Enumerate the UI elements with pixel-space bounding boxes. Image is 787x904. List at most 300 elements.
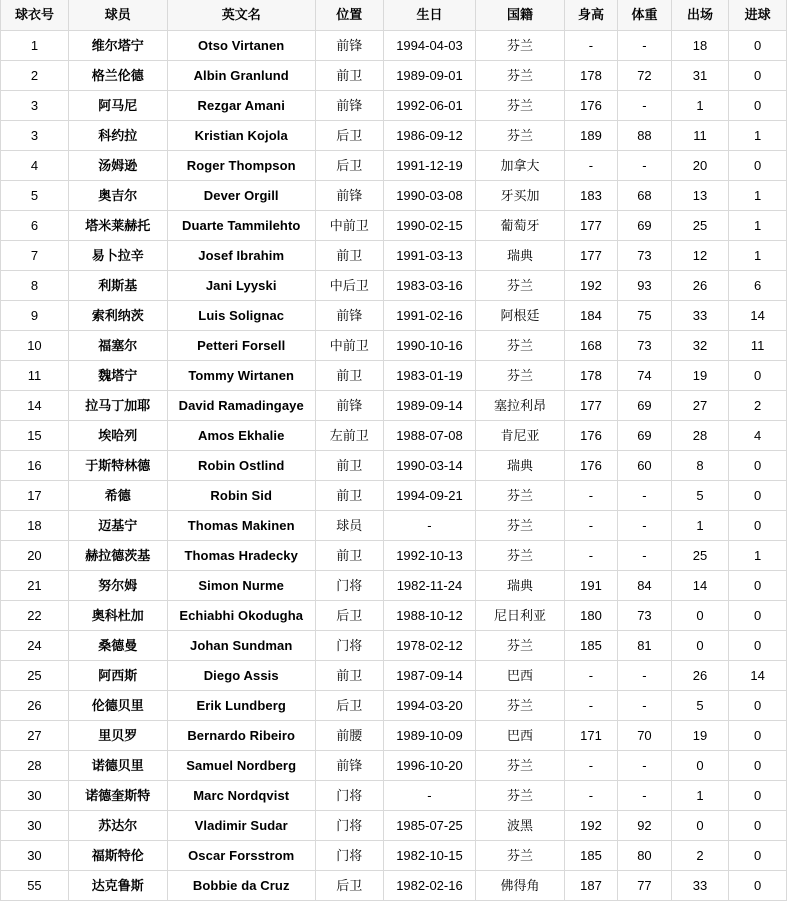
player-weight: 69 bbox=[618, 421, 671, 451]
player-height: - bbox=[564, 511, 617, 541]
player-birthday: 1988-10-12 bbox=[383, 601, 476, 631]
player-appearances: 33 bbox=[671, 301, 729, 331]
player-weight: - bbox=[618, 691, 671, 721]
column-header-goals: 进球 bbox=[729, 0, 787, 31]
player-english-name: Bernardo Ribeiro bbox=[167, 721, 315, 751]
player-birthday: 1991-03-13 bbox=[383, 241, 476, 271]
player-birthday: 1989-10-09 bbox=[383, 721, 476, 751]
player-appearances: 33 bbox=[671, 871, 729, 901]
player-birthday: 1990-02-15 bbox=[383, 211, 476, 241]
player-number: 1 bbox=[1, 31, 69, 61]
player-height: 178 bbox=[564, 61, 617, 91]
player-position: 左前卫 bbox=[315, 421, 383, 451]
player-english-name: Echiabhi Okodugha bbox=[167, 601, 315, 631]
player-goals: 0 bbox=[729, 601, 787, 631]
player-weight: - bbox=[618, 781, 671, 811]
table-row bbox=[1, 151, 787, 181]
table-row bbox=[1, 61, 787, 91]
player-height: - bbox=[564, 781, 617, 811]
player-name: 拉马丁加耶 bbox=[68, 391, 167, 421]
player-goals: 0 bbox=[729, 61, 787, 91]
player-height: 187 bbox=[564, 871, 617, 901]
table-row bbox=[1, 661, 787, 691]
player-height: 189 bbox=[564, 121, 617, 151]
player-number: 3 bbox=[1, 121, 69, 151]
player-name: 阿西斯 bbox=[68, 661, 167, 691]
player-number: 20 bbox=[1, 541, 69, 571]
player-number: 30 bbox=[1, 781, 69, 811]
player-number: 28 bbox=[1, 751, 69, 781]
player-appearances: 32 bbox=[671, 331, 729, 361]
player-birthday: 1985-07-25 bbox=[383, 811, 476, 841]
player-nationality: 佛得角 bbox=[476, 871, 564, 901]
player-number: 3 bbox=[1, 91, 69, 121]
player-height: 176 bbox=[564, 421, 617, 451]
player-english-name: Erik Lundberg bbox=[167, 691, 315, 721]
player-birthday: 1990-03-14 bbox=[383, 451, 476, 481]
player-name: 埃哈列 bbox=[68, 421, 167, 451]
player-height: - bbox=[564, 481, 617, 511]
player-goals: 0 bbox=[729, 511, 787, 541]
player-appearances: 28 bbox=[671, 421, 729, 451]
player-english-name: Amos Ekhalie bbox=[167, 421, 315, 451]
player-birthday: 1982-11-24 bbox=[383, 571, 476, 601]
player-number: 14 bbox=[1, 391, 69, 421]
player-nationality: 芬兰 bbox=[476, 91, 564, 121]
player-appearances: 25 bbox=[671, 541, 729, 571]
player-birthday: 1988-07-08 bbox=[383, 421, 476, 451]
player-goals: 2 bbox=[729, 391, 787, 421]
player-number: 16 bbox=[1, 451, 69, 481]
player-position: 前卫 bbox=[315, 241, 383, 271]
player-english-name: Albin Granlund bbox=[167, 61, 315, 91]
player-weight: 75 bbox=[618, 301, 671, 331]
player-position: 后卫 bbox=[315, 871, 383, 901]
table-row bbox=[1, 511, 787, 541]
player-appearances: 1 bbox=[671, 781, 729, 811]
player-name: 阿马尼 bbox=[68, 91, 167, 121]
player-goals: 0 bbox=[729, 361, 787, 391]
player-position: 前卫 bbox=[315, 541, 383, 571]
table-row bbox=[1, 391, 787, 421]
player-goals: 0 bbox=[729, 811, 787, 841]
table-row bbox=[1, 31, 787, 61]
player-position: 后卫 bbox=[315, 691, 383, 721]
player-height: 192 bbox=[564, 811, 617, 841]
player-height: 183 bbox=[564, 181, 617, 211]
player-birthday: 1992-10-13 bbox=[383, 541, 476, 571]
table-row bbox=[1, 181, 787, 211]
player-birthday: 1992-06-01 bbox=[383, 91, 476, 121]
player-position: 中前卫 bbox=[315, 211, 383, 241]
player-nationality: 芬兰 bbox=[476, 331, 564, 361]
table-row bbox=[1, 811, 787, 841]
player-english-name: Samuel Nordberg bbox=[167, 751, 315, 781]
player-birthday: 1983-01-19 bbox=[383, 361, 476, 391]
player-appearances: 1 bbox=[671, 91, 729, 121]
player-height: 177 bbox=[564, 211, 617, 241]
player-name: 诺德贝里 bbox=[68, 751, 167, 781]
player-name: 魏塔宁 bbox=[68, 361, 167, 391]
player-name: 汤姆逊 bbox=[68, 151, 167, 181]
player-position: 前锋 bbox=[315, 391, 383, 421]
player-name: 诺德奎斯特 bbox=[68, 781, 167, 811]
player-height: 180 bbox=[564, 601, 617, 631]
player-nationality: 瑞典 bbox=[476, 451, 564, 481]
column-header-position: 位置 bbox=[315, 0, 383, 31]
player-name: 伦德贝里 bbox=[68, 691, 167, 721]
player-name: 迈基宁 bbox=[68, 511, 167, 541]
player-appearances: 12 bbox=[671, 241, 729, 271]
player-position: 前锋 bbox=[315, 181, 383, 211]
player-nationality: 芬兰 bbox=[476, 781, 564, 811]
player-appearances: 31 bbox=[671, 61, 729, 91]
player-english-name: Robin Ostlind bbox=[167, 451, 315, 481]
table-row bbox=[1, 631, 787, 661]
player-goals: 14 bbox=[729, 661, 787, 691]
player-nationality: 牙买加 bbox=[476, 181, 564, 211]
player-weight: 88 bbox=[618, 121, 671, 151]
player-appearances: 26 bbox=[671, 271, 729, 301]
player-height: 191 bbox=[564, 571, 617, 601]
player-number: 26 bbox=[1, 691, 69, 721]
player-name: 格兰伦德 bbox=[68, 61, 167, 91]
table-row bbox=[1, 271, 787, 301]
player-number: 10 bbox=[1, 331, 69, 361]
player-weight: - bbox=[618, 511, 671, 541]
player-appearances: 8 bbox=[671, 451, 729, 481]
player-name: 桑德曼 bbox=[68, 631, 167, 661]
player-goals: 0 bbox=[729, 781, 787, 811]
player-appearances: 2 bbox=[671, 841, 729, 871]
player-english-name: Otso Virtanen bbox=[167, 31, 315, 61]
player-position: 中前卫 bbox=[315, 331, 383, 361]
player-appearances: 14 bbox=[671, 571, 729, 601]
player-weight: 69 bbox=[618, 391, 671, 421]
player-name: 于斯特林德 bbox=[68, 451, 167, 481]
player-weight: 70 bbox=[618, 721, 671, 751]
player-weight: 69 bbox=[618, 211, 671, 241]
player-goals: 0 bbox=[729, 721, 787, 751]
player-height: - bbox=[564, 541, 617, 571]
player-height: - bbox=[564, 661, 617, 691]
player-goals: 0 bbox=[729, 691, 787, 721]
player-nationality: 葡萄牙 bbox=[476, 211, 564, 241]
table-row bbox=[1, 301, 787, 331]
player-english-name: Josef Ibrahim bbox=[167, 241, 315, 271]
player-birthday: 1991-12-19 bbox=[383, 151, 476, 181]
player-birthday: 1994-04-03 bbox=[383, 31, 476, 61]
player-english-name: Bobbie da Cruz bbox=[167, 871, 315, 901]
player-birthday: 1989-09-14 bbox=[383, 391, 476, 421]
player-height: 185 bbox=[564, 841, 617, 871]
player-height: 184 bbox=[564, 301, 617, 331]
player-number: 24 bbox=[1, 631, 69, 661]
player-appearances: 26 bbox=[671, 661, 729, 691]
player-english-name: Johan Sundman bbox=[167, 631, 315, 661]
player-number: 25 bbox=[1, 661, 69, 691]
player-appearances: 1 bbox=[671, 511, 729, 541]
player-height: - bbox=[564, 691, 617, 721]
player-position: 门将 bbox=[315, 781, 383, 811]
player-name: 奥科杜加 bbox=[68, 601, 167, 631]
player-english-name: Thomas Makinen bbox=[167, 511, 315, 541]
player-appearances: 25 bbox=[671, 211, 729, 241]
player-name: 利斯基 bbox=[68, 271, 167, 301]
column-header-appearances: 出场 bbox=[671, 0, 729, 31]
table-row bbox=[1, 571, 787, 601]
player-goals: 0 bbox=[729, 871, 787, 901]
player-appearances: 0 bbox=[671, 631, 729, 661]
player-weight: 84 bbox=[618, 571, 671, 601]
player-position: 后卫 bbox=[315, 151, 383, 181]
player-name: 福塞尔 bbox=[68, 331, 167, 361]
column-header-number: 球衣号 bbox=[1, 0, 69, 31]
player-birthday: 1987-09-14 bbox=[383, 661, 476, 691]
player-english-name: Robin Sid bbox=[167, 481, 315, 511]
player-nationality: 芬兰 bbox=[476, 841, 564, 871]
player-position: 前锋 bbox=[315, 301, 383, 331]
player-english-name: Roger Thompson bbox=[167, 151, 315, 181]
player-english-name: David Ramadingaye bbox=[167, 391, 315, 421]
player-weight: - bbox=[618, 751, 671, 781]
player-number: 8 bbox=[1, 271, 69, 301]
player-english-name: Duarte Tammilehto bbox=[167, 211, 315, 241]
player-weight: - bbox=[618, 31, 671, 61]
player-english-name: Dever Orgill bbox=[167, 181, 315, 211]
player-birthday: 1991-02-16 bbox=[383, 301, 476, 331]
player-number: 30 bbox=[1, 811, 69, 841]
player-nationality: 瑞典 bbox=[476, 571, 564, 601]
player-weight: 93 bbox=[618, 271, 671, 301]
table-row bbox=[1, 841, 787, 871]
column-header-weight: 体重 bbox=[618, 0, 671, 31]
player-goals: 4 bbox=[729, 421, 787, 451]
player-appearances: 20 bbox=[671, 151, 729, 181]
player-goals: 0 bbox=[729, 631, 787, 661]
player-number: 11 bbox=[1, 361, 69, 391]
player-goals: 0 bbox=[729, 151, 787, 181]
player-weight: 77 bbox=[618, 871, 671, 901]
player-height: - bbox=[564, 31, 617, 61]
player-english-name: Tommy Wirtanen bbox=[167, 361, 315, 391]
player-position: 前腰 bbox=[315, 721, 383, 751]
player-weight: 60 bbox=[618, 451, 671, 481]
player-nationality: 波黑 bbox=[476, 811, 564, 841]
player-height: 176 bbox=[564, 91, 617, 121]
player-nationality: 芬兰 bbox=[476, 31, 564, 61]
player-goals: 0 bbox=[729, 571, 787, 601]
player-height: 177 bbox=[564, 241, 617, 271]
player-weight: - bbox=[618, 151, 671, 181]
column-header-nationality: 国籍 bbox=[476, 0, 564, 31]
player-appearances: 19 bbox=[671, 361, 729, 391]
player-english-name: Thomas Hradecky bbox=[167, 541, 315, 571]
player-nationality: 芬兰 bbox=[476, 511, 564, 541]
player-appearances: 0 bbox=[671, 601, 729, 631]
player-name: 达克鲁斯 bbox=[68, 871, 167, 901]
player-weight: 81 bbox=[618, 631, 671, 661]
player-english-name: Rezgar Amani bbox=[167, 91, 315, 121]
player-appearances: 0 bbox=[671, 751, 729, 781]
player-number: 22 bbox=[1, 601, 69, 631]
player-appearances: 0 bbox=[671, 811, 729, 841]
player-birthday: 1996-10-20 bbox=[383, 751, 476, 781]
player-goals: 11 bbox=[729, 331, 787, 361]
player-goals: 1 bbox=[729, 541, 787, 571]
player-goals: 1 bbox=[729, 181, 787, 211]
table-row bbox=[1, 211, 787, 241]
player-birthday: 1989-09-01 bbox=[383, 61, 476, 91]
player-name: 福斯特伦 bbox=[68, 841, 167, 871]
table-row bbox=[1, 541, 787, 571]
player-birthday: 1982-10-15 bbox=[383, 841, 476, 871]
player-height: 171 bbox=[564, 721, 617, 751]
player-height: 168 bbox=[564, 331, 617, 361]
column-header-birthday: 生日 bbox=[383, 0, 476, 31]
player-position: 中后卫 bbox=[315, 271, 383, 301]
column-header-height: 身高 bbox=[564, 0, 617, 31]
player-nationality: 尼日利亚 bbox=[476, 601, 564, 631]
player-appearances: 11 bbox=[671, 121, 729, 151]
player-weight: 72 bbox=[618, 61, 671, 91]
player-name: 科约拉 bbox=[68, 121, 167, 151]
player-nationality: 塞拉利昂 bbox=[476, 391, 564, 421]
table-row bbox=[1, 721, 787, 751]
player-number: 17 bbox=[1, 481, 69, 511]
table-row bbox=[1, 781, 787, 811]
player-appearances: 19 bbox=[671, 721, 729, 751]
player-goals: 0 bbox=[729, 481, 787, 511]
player-name: 赫拉德茨基 bbox=[68, 541, 167, 571]
player-birthday: 1990-10-16 bbox=[383, 331, 476, 361]
player-nationality: 芬兰 bbox=[476, 121, 564, 151]
table-row bbox=[1, 121, 787, 151]
player-name: 里贝罗 bbox=[68, 721, 167, 751]
player-english-name: Luis Solignac bbox=[167, 301, 315, 331]
player-birthday: 1982-02-16 bbox=[383, 871, 476, 901]
player-nationality: 肯尼亚 bbox=[476, 421, 564, 451]
player-height: 177 bbox=[564, 391, 617, 421]
player-weight: 80 bbox=[618, 841, 671, 871]
player-number: 5 bbox=[1, 181, 69, 211]
table-row bbox=[1, 691, 787, 721]
player-goals: 14 bbox=[729, 301, 787, 331]
player-nationality: 芬兰 bbox=[476, 271, 564, 301]
table-body bbox=[1, 31, 787, 901]
player-goals: 0 bbox=[729, 91, 787, 121]
player-english-name: Kristian Kojola bbox=[167, 121, 315, 151]
player-position: 后卫 bbox=[315, 121, 383, 151]
table-row bbox=[1, 751, 787, 781]
player-appearances: 18 bbox=[671, 31, 729, 61]
player-nationality: 芬兰 bbox=[476, 361, 564, 391]
player-weight: - bbox=[618, 541, 671, 571]
player-name: 努尔姆 bbox=[68, 571, 167, 601]
table-row bbox=[1, 601, 787, 631]
player-height: - bbox=[564, 751, 617, 781]
player-english-name: Oscar Forsstrom bbox=[167, 841, 315, 871]
player-english-name: Petteri Forsell bbox=[167, 331, 315, 361]
player-weight: 73 bbox=[618, 241, 671, 271]
table-header-row bbox=[1, 0, 787, 31]
column-header-english: 英文名 bbox=[167, 0, 315, 31]
player-nationality: 芬兰 bbox=[476, 481, 564, 511]
table-row bbox=[1, 361, 787, 391]
player-appearances: 13 bbox=[671, 181, 729, 211]
table-row bbox=[1, 451, 787, 481]
player-birthday: 1990-03-08 bbox=[383, 181, 476, 211]
player-position: 前卫 bbox=[315, 361, 383, 391]
player-position: 门将 bbox=[315, 571, 383, 601]
player-number: 6 bbox=[1, 211, 69, 241]
table-row bbox=[1, 421, 787, 451]
player-appearances: 27 bbox=[671, 391, 729, 421]
player-appearances: 5 bbox=[671, 691, 729, 721]
table-row bbox=[1, 241, 787, 271]
player-number: 4 bbox=[1, 151, 69, 181]
player-position: 前锋 bbox=[315, 31, 383, 61]
player-number: 9 bbox=[1, 301, 69, 331]
player-position: 前锋 bbox=[315, 751, 383, 781]
player-english-name: Jani Lyyski bbox=[167, 271, 315, 301]
player-birthday: - bbox=[383, 511, 476, 541]
player-position: 门将 bbox=[315, 811, 383, 841]
player-name: 维尔塔宁 bbox=[68, 31, 167, 61]
player-goals: 1 bbox=[729, 121, 787, 151]
player-number: 2 bbox=[1, 61, 69, 91]
player-goals: 1 bbox=[729, 241, 787, 271]
player-weight: 68 bbox=[618, 181, 671, 211]
player-english-name: Vladimir Sudar bbox=[167, 811, 315, 841]
table-row bbox=[1, 331, 787, 361]
player-goals: 1 bbox=[729, 211, 787, 241]
player-birthday: 1986-09-12 bbox=[383, 121, 476, 151]
player-goals: 6 bbox=[729, 271, 787, 301]
player-height: - bbox=[564, 151, 617, 181]
player-number: 55 bbox=[1, 871, 69, 901]
player-position: 门将 bbox=[315, 841, 383, 871]
player-number: 18 bbox=[1, 511, 69, 541]
player-number: 7 bbox=[1, 241, 69, 271]
player-nationality: 芬兰 bbox=[476, 751, 564, 781]
player-name: 苏达尔 bbox=[68, 811, 167, 841]
table-header bbox=[1, 0, 787, 31]
player-weight: 73 bbox=[618, 601, 671, 631]
player-english-name: Diego Assis bbox=[167, 661, 315, 691]
player-height: 176 bbox=[564, 451, 617, 481]
player-weight: - bbox=[618, 661, 671, 691]
player-weight: 73 bbox=[618, 331, 671, 361]
player-name: 易卜拉辛 bbox=[68, 241, 167, 271]
player-birthday: - bbox=[383, 781, 476, 811]
player-nationality: 芬兰 bbox=[476, 631, 564, 661]
player-number: 27 bbox=[1, 721, 69, 751]
player-position: 前卫 bbox=[315, 451, 383, 481]
player-nationality: 巴西 bbox=[476, 661, 564, 691]
player-height: 178 bbox=[564, 361, 617, 391]
table-row bbox=[1, 481, 787, 511]
player-number: 15 bbox=[1, 421, 69, 451]
player-position: 门将 bbox=[315, 631, 383, 661]
player-nationality: 瑞典 bbox=[476, 241, 564, 271]
player-position: 前卫 bbox=[315, 661, 383, 691]
player-name: 索利纳茨 bbox=[68, 301, 167, 331]
player-birthday: 1994-09-21 bbox=[383, 481, 476, 511]
player-nationality: 巴西 bbox=[476, 721, 564, 751]
player-english-name: Simon Nurme bbox=[167, 571, 315, 601]
player-number: 30 bbox=[1, 841, 69, 871]
